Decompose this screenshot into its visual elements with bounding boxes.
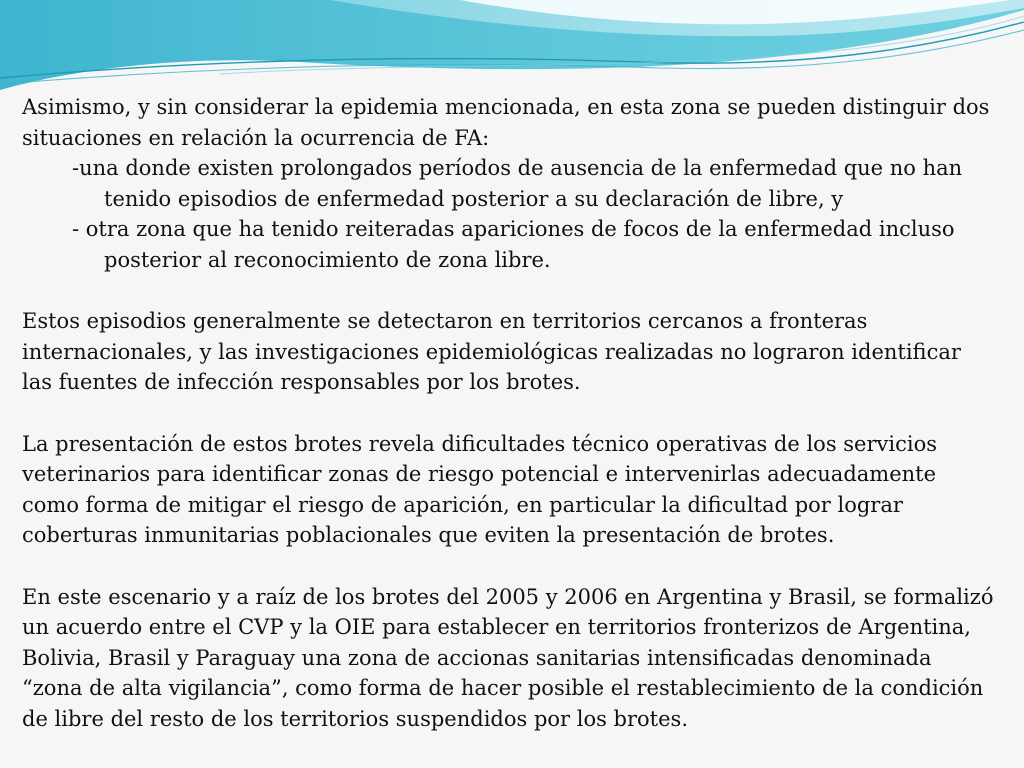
paragraph-escenario: En este escenario y a raíz de los brotes del 2005 y 2006 en Argentina y Brasil, se formalizó un acuerdo entre el CVP y la OIE para establecer en territorios fronterizos de Argentina, Bolivia, Brasil y Paraguay una zona de accionas sanitarias intensificadas denominada “zona de alta vigilancia”, como forma de hacer posible el restablecimiento de la condición de libre del resto de los territorios suspendidos por los brotes. [22, 584, 994, 731]
paragraph-episodios: Estos episodios generalmente se detectaron en territorios cercanos a fronteras internacionales, y las investigaciones epidemiológicas realizadas no lograron identificar las fuentes de infección responsables por los brotes. [22, 309, 961, 395]
paragraph-presentacion: La presentación de estos brotes revela dificultades técnico operativas de los servicios veterinarios para identificar zonas de riesgo potencial e intervenirlas adecuadamente como forma de mitigar el riesgo de aparición, en particular la dificultad por lograr coberturas inmunitarias poblacionales que eviten la presentación de brotes. [22, 431, 937, 548]
paragraph-spacer [22, 276, 997, 307]
slide-body [22, 92, 997, 734]
bullet-item-2: - otra zona que ha tenido reiteradas apariciones de focos de la enfermedad incluso posterior al reconocimiento de zona libre. [72, 217, 955, 272]
bullet-item-1: -una donde existen prolongados períodos de ausencia de la enfermedad que no han tenido episodios de enfermedad posterior a su declaración de libre, y [72, 156, 963, 211]
intro-paragraph: Asimismo, y sin considerar la epidemia mencionada, en esta zona se pueden distinguir dos situaciones en relación la ocurrencia de FA: [22, 95, 990, 150]
paragraph-spacer [22, 551, 997, 582]
paragraph-spacer [22, 398, 997, 429]
decorative-wave-header [0, 0, 1024, 100]
